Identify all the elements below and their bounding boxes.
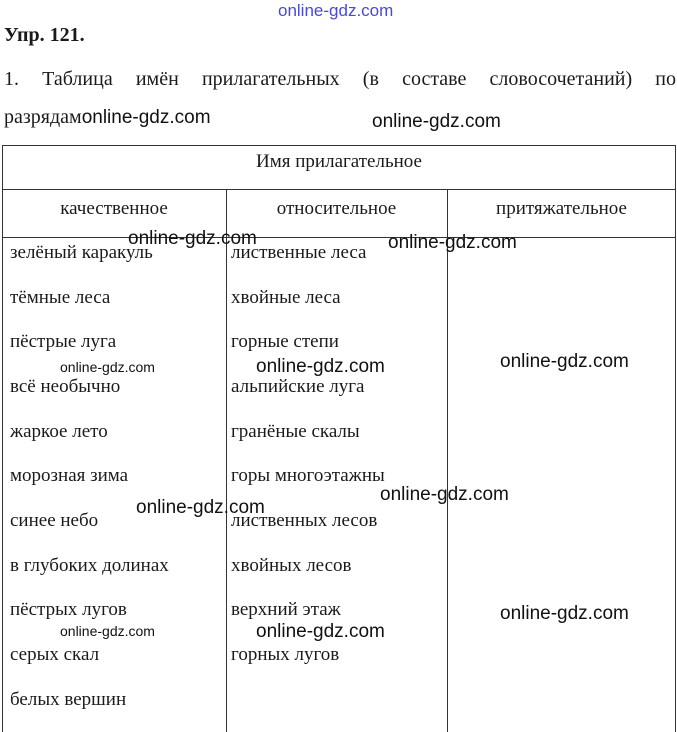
- exercise-title: Упр. 121.: [4, 24, 85, 46]
- relative-item: хвойные леса: [231, 287, 341, 308]
- table-border-left: [2, 145, 3, 732]
- watermark: online-gdz.com: [136, 497, 265, 518]
- adjective-table: [2, 145, 676, 732]
- watermark: online-gdz.com: [372, 111, 501, 132]
- intro-text-line1: 1. Таблица имён прилагательных (в составе словосочетаний) по: [4, 68, 676, 90]
- relative-item: лиственные леса: [231, 242, 367, 263]
- watermark: online-gdz.com: [256, 356, 385, 377]
- watermark: online-gdz.com: [60, 623, 155, 639]
- columns-divider: [2, 237, 676, 238]
- watermark-inline: online-gdz.com: [81, 107, 211, 128]
- qualitative-item: всё необычно: [10, 376, 121, 397]
- watermark: online-gdz.com: [128, 228, 257, 249]
- qualitative-item: тёмные леса: [10, 287, 111, 308]
- watermark: online-gdz.com: [500, 351, 629, 372]
- table-border-right: [675, 145, 676, 732]
- column-header-qualitative: качественное: [60, 198, 168, 219]
- relative-item: горные степи: [231, 331, 339, 352]
- relative-item: горы многоэтажны: [231, 465, 385, 486]
- relative-item: хвойных лесов: [231, 555, 352, 576]
- qualitative-item: зелёный каракуль: [10, 242, 153, 263]
- qualitative-item: жаркое лето: [10, 421, 108, 442]
- intro-text-line2-words: разрядам: [4, 106, 82, 128]
- watermark: online-gdz.com: [380, 484, 509, 505]
- column-header-possessive: притяжательное: [496, 198, 627, 219]
- qualitative-item: пёстрые луга: [10, 331, 117, 352]
- table-border-top: [2, 145, 676, 146]
- qualitative-item: морозная зима: [10, 465, 129, 486]
- watermark-top: online-gdz.com: [278, 1, 394, 20]
- qualitative-item: белых вершин: [10, 689, 127, 710]
- column-divider-1: [226, 189, 227, 732]
- watermark: online-gdz.com: [388, 232, 517, 253]
- watermark: online-gdz.com: [256, 621, 385, 642]
- qualitative-item: серых скал: [10, 644, 100, 665]
- relative-item: верхний этаж: [231, 599, 341, 620]
- intro-text-line2: [4, 106, 211, 129]
- qualitative-item: в глубоких долинах: [10, 555, 169, 576]
- relative-item: горных лугов: [231, 644, 340, 665]
- qualitative-item: пёстрых лугов: [10, 599, 127, 620]
- watermark: online-gdz.com: [500, 603, 629, 624]
- relative-item: гранёные скалы: [231, 421, 360, 442]
- relative-item: альпийские луга: [231, 376, 365, 397]
- column-header-relative: относительное: [276, 198, 397, 219]
- column-divider-2: [447, 189, 448, 732]
- table-main-header: Имя прилагательное: [256, 151, 422, 172]
- relative-item: лиственных лесов: [231, 510, 378, 531]
- watermark: online-gdz.com: [60, 359, 155, 375]
- qualitative-item: синее небо: [10, 510, 99, 531]
- header-divider: [2, 189, 676, 190]
